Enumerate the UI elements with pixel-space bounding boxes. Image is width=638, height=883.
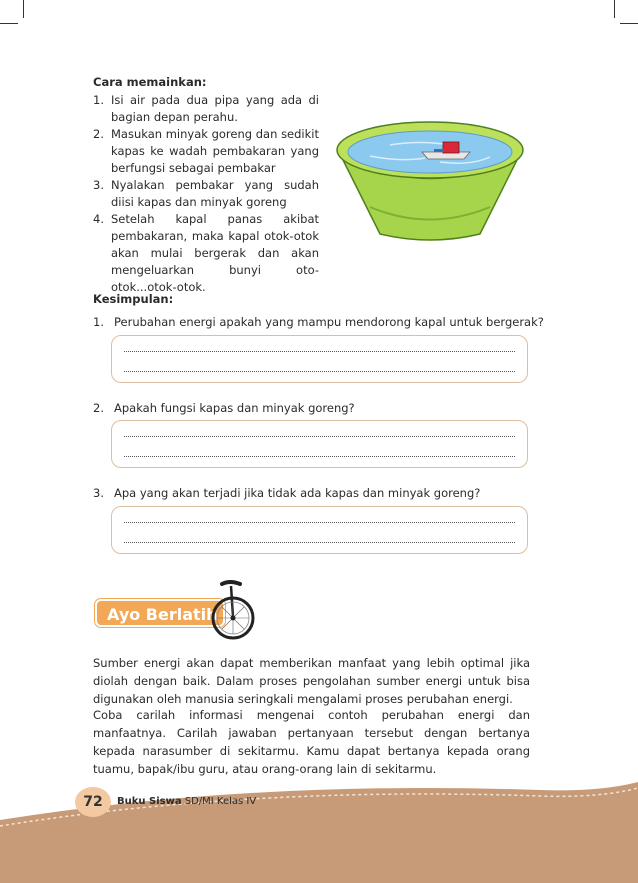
question-1: 1. Perubahan energi apakah yang mampu mendorong kapal untuk bergerak? xyxy=(93,315,544,329)
instruction-step: 4. Setelah kapal panas akibat pembakaran, maka kapal otok-otok akan mulai bergerak dan akan mengeluarkan bunyi oto-otok...otok-otok. xyxy=(93,212,319,294)
instruction-step: 2. Masukan minyak goreng dan sedikit kapas ke wadah pembakaran yang berfungsi sebagai pembakar xyxy=(93,127,319,175)
crop-mark xyxy=(614,0,615,18)
question-2: 2. Apakah fungsi kapas dan minyak goreng? xyxy=(93,401,355,415)
answer-box-3[interactable] xyxy=(111,506,528,554)
conclusion-heading: Kesimpulan: xyxy=(93,292,174,306)
unicycle-icon xyxy=(200,578,262,642)
instruction-step: 3. Nyalakan pembakar yang sudah diisi kapas dan minyak goreng xyxy=(93,178,319,209)
crop-mark xyxy=(620,23,638,24)
answer-box-1[interactable] xyxy=(111,335,528,383)
basin-boat-illustration xyxy=(330,112,530,242)
instructions-heading: Cara memainkan: xyxy=(93,75,207,89)
page-number: 72 xyxy=(75,787,111,817)
crop-mark xyxy=(0,23,18,24)
practice-badge: Ayo Berlatih xyxy=(95,599,225,627)
answer-box-2[interactable] xyxy=(111,420,528,468)
practice-paragraph-2: Coba carilah informasi mengenai contoh perubahan energi dan manfaatnya. Carilah jawaban pertanyaan tersebut dengan bertanya kepada narasumber di sekitarmu. Kamu dapat bertanya kepada orang tuamu, bapak/ibu guru, atau orang-orang lain di sekitarmu. xyxy=(93,708,530,776)
book-label: Buku Siswa SD/MI Kelas IV xyxy=(117,796,257,807)
instruction-step: 1. Isi air pada dua pipa yang ada di bagian depan perahu. xyxy=(93,93,319,124)
practice-paragraph-1: Sumber energi akan dapat memberikan manfaat yang lebih optimal jika diolah dengan baik. Dalam proses pengolahan sumber energi untuk bisa digunakan oleh manusia seringkali mengalami proses perubahan energi. xyxy=(93,656,530,706)
question-3: 3. Apa yang akan terjadi jika tidak ada kapas dan minyak goreng? xyxy=(93,486,481,500)
instruction-steps xyxy=(93,92,319,296)
crop-mark xyxy=(23,0,24,18)
